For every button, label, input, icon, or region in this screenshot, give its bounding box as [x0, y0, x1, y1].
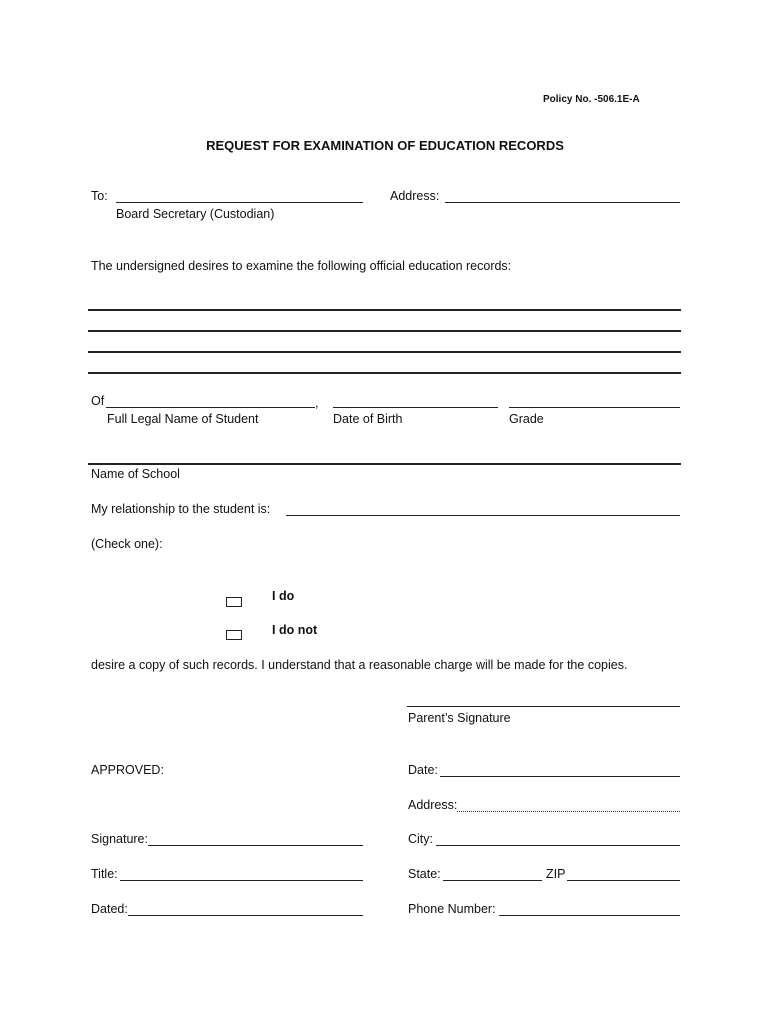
student-name-caption: Full Legal Name of Student: [107, 412, 259, 426]
zip-field[interactable]: [567, 867, 680, 881]
relationship-field[interactable]: [286, 502, 680, 516]
date-label: Date:: [408, 763, 438, 777]
of-label: Of: [91, 394, 105, 408]
relationship-label: My relationship to the student is:: [91, 502, 271, 516]
parent-signature-caption: Parent’s Signature: [408, 711, 511, 725]
page-title: REQUEST FOR EXAMINATION OF EDUCATION RECORDS: [206, 138, 564, 153]
i-do-label: I do: [272, 589, 295, 603]
phone-label: Phone Number:: [408, 902, 496, 916]
comma: ,: [315, 396, 319, 410]
parent-address-label: Address:: [408, 798, 458, 812]
to-sublabel: Board Secretary (Custodian): [116, 207, 275, 221]
city-field[interactable]: [436, 832, 680, 846]
i-do-checkbox[interactable]: [226, 597, 242, 607]
grade-caption: Grade: [509, 412, 544, 426]
date-field[interactable]: [440, 763, 680, 777]
student-name-field[interactable]: [106, 394, 315, 408]
signature-field[interactable]: [148, 832, 363, 846]
state-label: State:: [408, 867, 441, 881]
school-name-line[interactable]: [88, 463, 681, 465]
intro-text: The undersigned desires to examine the following official education records:: [91, 259, 512, 273]
approved-label: APPROVED:: [91, 763, 164, 777]
copy-statement: desire a copy of such records. I understand that a reasonable charge will be made for the copies.: [91, 658, 628, 672]
records-line-3[interactable]: [88, 351, 681, 353]
zip-label: ZIP: [546, 867, 566, 881]
i-do-not-label: I do not: [272, 623, 318, 637]
parent-signature-line[interactable]: [407, 706, 680, 707]
title-label: Title:: [91, 867, 118, 881]
records-line-1[interactable]: [88, 309, 681, 311]
records-line-2[interactable]: [88, 330, 681, 332]
to-field[interactable]: [116, 189, 363, 203]
dated-label: Dated:: [91, 902, 128, 916]
city-label: City:: [408, 832, 433, 846]
grade-field[interactable]: [509, 394, 680, 408]
dob-field[interactable]: [333, 394, 498, 408]
phone-field[interactable]: [499, 902, 680, 916]
to-label: To:: [91, 189, 108, 203]
address-field[interactable]: [445, 189, 680, 203]
state-field[interactable]: [443, 867, 542, 881]
check-one-label: (Check one):: [91, 537, 163, 551]
dob-caption: Date of Birth: [333, 412, 403, 426]
signature-label: Signature:: [91, 832, 148, 846]
school-caption: Name of School: [91, 467, 180, 481]
dated-field[interactable]: [128, 902, 363, 916]
policy-number: Policy No. -506.1E-A: [543, 94, 640, 105]
title-field[interactable]: [120, 867, 363, 881]
records-line-4[interactable]: [88, 372, 681, 374]
parent-address-field[interactable]: [457, 798, 680, 812]
address-label: Address:: [390, 189, 440, 203]
i-do-not-checkbox[interactable]: [226, 630, 242, 640]
